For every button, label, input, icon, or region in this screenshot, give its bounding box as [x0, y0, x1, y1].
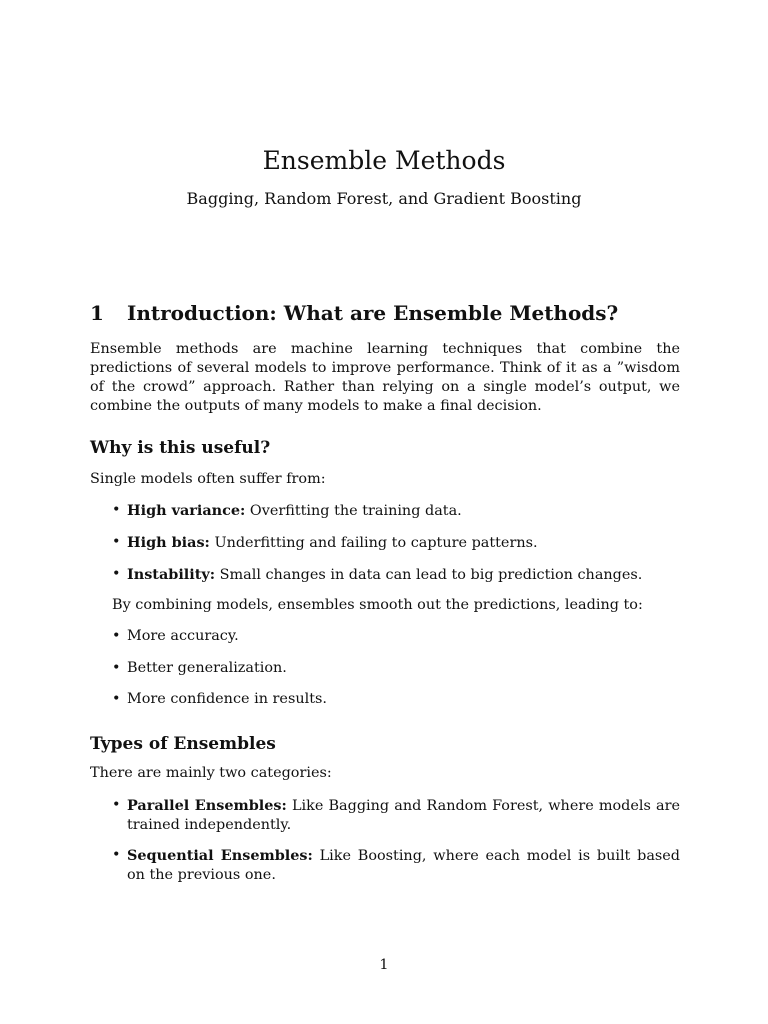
document-subtitle: Bagging, Random Forest, and Gradient Boosting	[186, 189, 582, 208]
types-list	[90, 796, 680, 885]
list-item-term: High bias:	[127, 534, 210, 551]
bullet-icon: •	[112, 691, 121, 707]
list-item	[90, 501, 680, 533]
bullet-icon: •	[112, 659, 121, 676]
list-item-text: Like Boosting, where each model is built based on the previous one.	[127, 848, 681, 883]
intro-paragraph: Ensemble methods are machine learning techniques that combine the predictions of several models to improve performance. Think of it as a ”wisdom of the crowd” approach. Rather than relying on a single model’s output, we combine the outputs of many models to make a final decision.	[90, 341, 680, 414]
bullet-icon: •	[112, 847, 121, 863]
list-item	[90, 533, 680, 565]
bullet-icon: •	[112, 566, 121, 582]
section-title: Introduction: What are Ensemble Methods?	[127, 301, 619, 325]
list-item	[90, 796, 680, 846]
page-number: 1	[379, 957, 389, 973]
list-item-text: Underfitting and failing to capture patterns.	[209, 535, 538, 551]
list-item-text: Better generalization.	[127, 659, 287, 676]
section-number: 1	[90, 301, 104, 325]
problems-lead-text: Single models often suffer from:	[90, 471, 326, 487]
list-item-term: High variance:	[127, 502, 246, 519]
bullet-icon: •	[112, 502, 121, 518]
benefits-lead-text: By combining models, ensembles smooth out the predictions, leading to:	[112, 597, 643, 613]
list-item	[90, 627, 680, 659]
list-item-text: More confidence in results.	[127, 691, 327, 707]
list-item-term: Sequential Ensembles:	[127, 847, 313, 864]
subheading-types-of-ensembles: Types of Ensembles	[90, 734, 276, 754]
list-item-text: Small changes in data can lead to big prediction changes.	[215, 567, 643, 583]
benefits-list	[90, 627, 680, 722]
list-item	[90, 565, 680, 597]
subheading-why-useful: Why is this useful?	[90, 438, 271, 458]
list-item-text: Overfitting the training data.	[245, 503, 462, 519]
list-item	[90, 690, 680, 722]
list-item	[90, 846, 680, 885]
list-item-text: More accuracy.	[127, 628, 239, 644]
list-item-text: Like Bagging and Random Forest, where models are trained independently.	[127, 798, 681, 833]
section-heading	[90, 299, 618, 327]
types-lead-text: There are mainly two categories:	[90, 765, 332, 781]
bullet-icon: •	[112, 797, 121, 813]
bullet-icon: •	[112, 534, 121, 550]
list-item-term: Parallel Ensembles:	[127, 797, 287, 814]
problems-list	[90, 501, 680, 597]
list-item	[90, 659, 680, 691]
list-item-term: Instability:	[127, 566, 216, 583]
bullet-icon: •	[112, 628, 121, 644]
document-title: Ensemble Methods	[262, 146, 506, 175]
